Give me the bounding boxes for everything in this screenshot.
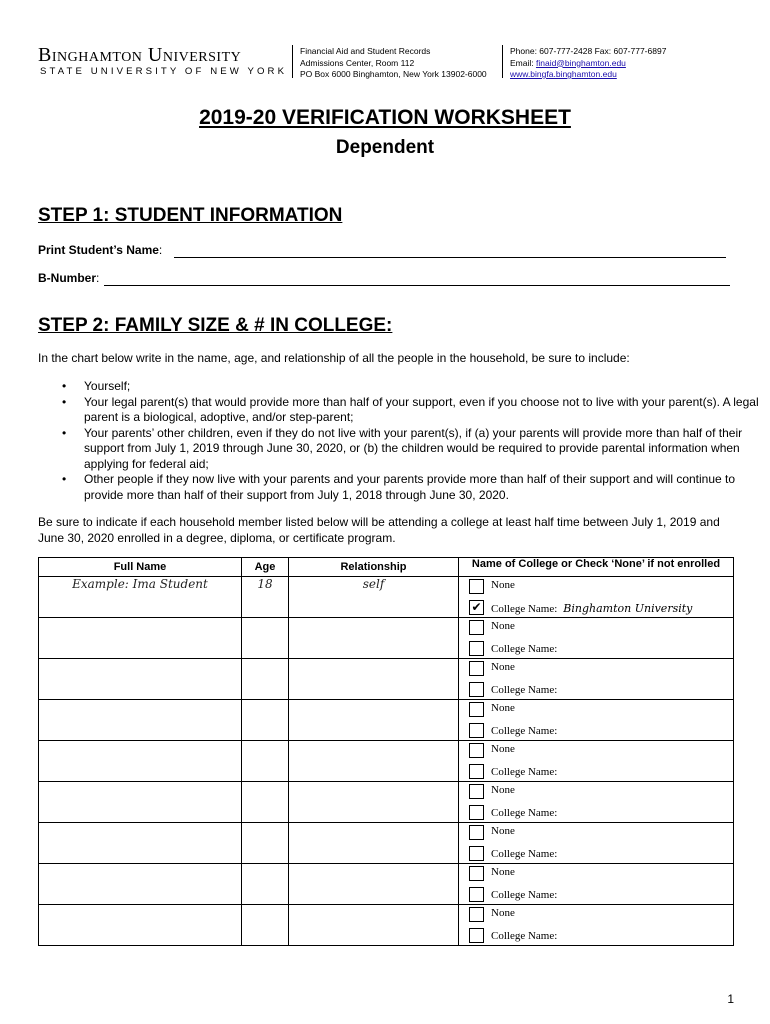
- name-cell[interactable]: [39, 659, 242, 700]
- example-name[interactable]: Example: Ima Student: [39, 577, 242, 618]
- contact-block: [510, 46, 666, 81]
- none-checkbox[interactable]: [469, 907, 484, 922]
- none-checkbox[interactable]: [469, 661, 484, 676]
- college-name-field[interactable]: College Name:: [491, 766, 558, 778]
- relationship-cell[interactable]: [289, 905, 459, 946]
- step1-heading: STEP 1: STUDENT INFORMATION: [38, 205, 343, 226]
- relationship-cell[interactable]: [289, 823, 459, 864]
- age-cell[interactable]: [242, 741, 289, 782]
- student-name-line[interactable]: [174, 257, 726, 258]
- name-cell[interactable]: [39, 700, 242, 741]
- step2-heading: STEP 2: FAMILY SIZE & # IN COLLEGE:: [38, 315, 393, 336]
- enrollment-note: Be sure to indicate if each household member listed below will be attending a college at least half time between July 1, 2019 and June 30, 2020 enrolled in a degree, diploma, or certificate program.: [38, 515, 720, 545]
- bullet-dot: •: [62, 379, 67, 393]
- relationship-cell[interactable]: [289, 700, 459, 741]
- none-checkbox[interactable]: [469, 579, 484, 594]
- college-checkbox[interactable]: [469, 887, 484, 902]
- name-cell[interactable]: [39, 864, 242, 905]
- none-label: None: [491, 743, 515, 755]
- college-name-field[interactable]: College Name:: [491, 643, 558, 655]
- bullet-dot: •: [62, 472, 67, 486]
- household-table: [38, 557, 734, 946]
- household-bullet-list: [38, 379, 770, 503]
- college-cell: [459, 864, 734, 905]
- college-cell: [459, 741, 734, 782]
- relationship-cell[interactable]: [289, 741, 459, 782]
- none-checkbox[interactable]: [469, 620, 484, 635]
- none-label: None: [491, 620, 515, 632]
- none-checkbox[interactable]: [469, 702, 484, 717]
- college-cell: [459, 782, 734, 823]
- college-name-field[interactable]: College Name:: [491, 807, 558, 819]
- none-label: None: [491, 866, 515, 878]
- college-cell: [459, 823, 734, 864]
- college-name-field[interactable]: College Name:: [491, 889, 558, 901]
- college-cell: [459, 700, 734, 741]
- name-cell[interactable]: [39, 905, 242, 946]
- relationship-cell[interactable]: [289, 618, 459, 659]
- college-cell: [459, 905, 734, 946]
- office-line-3: PO Box 6000 Binghamton, New York 13902-6000: [300, 69, 487, 79]
- college-checkbox[interactable]: [469, 723, 484, 738]
- table-row: [39, 700, 734, 741]
- college-name-field[interactable]: College Name:: [491, 848, 558, 860]
- none-checkbox[interactable]: [469, 866, 484, 881]
- email-link[interactable]: finaid@binghamton.edu: [535, 57, 626, 68]
- college-checkbox[interactable]: [469, 928, 484, 943]
- age-cell[interactable]: [242, 700, 289, 741]
- age-cell[interactable]: [242, 782, 289, 823]
- table-row: [39, 618, 734, 659]
- email-line: [510, 58, 666, 70]
- college-checkbox[interactable]: [469, 682, 484, 697]
- page-number: 1: [727, 992, 734, 1006]
- website-line: [510, 69, 666, 81]
- table-row: [39, 905, 734, 946]
- bullet-item: • Your legal parent(s) that would provide more than half of your support, even if you choose not to live with your parent(s). A legal parent is a biological, adoptive, and/or step-parent;: [62, 394, 759, 424]
- document-title: 2019-20 VERIFICATION WORKSHEET: [199, 106, 571, 129]
- relationship-cell[interactable]: [289, 659, 459, 700]
- none-checkbox[interactable]: [469, 784, 484, 799]
- college-name-field[interactable]: College Name:: [491, 930, 558, 942]
- none-label: None: [491, 907, 515, 919]
- relationship-cell[interactable]: [289, 782, 459, 823]
- college-name-field[interactable]: College Name: Binghamton University: [491, 602, 693, 615]
- university-logo-name: Binghamton University: [38, 44, 242, 66]
- bullet-item: • Other people if they now live with your parents and your parents provide more than half of their support and will continue to provide more than half of their support from July 1, 2018 through June 30, 2020.: [62, 472, 736, 502]
- none-checkbox[interactable]: [469, 825, 484, 840]
- none-label: None: [491, 825, 515, 837]
- header-divider-1: [292, 45, 293, 78]
- age-cell[interactable]: [242, 618, 289, 659]
- college-checkbox[interactable]: [469, 764, 484, 779]
- bnumber-label: B-Number:: [38, 271, 100, 285]
- college-checkbox[interactable]: [469, 641, 484, 656]
- none-label: None: [491, 702, 515, 714]
- age-cell[interactable]: [242, 864, 289, 905]
- name-cell[interactable]: [39, 782, 242, 823]
- office-line-1: Financial Aid and Student Records: [300, 46, 431, 56]
- age-cell[interactable]: [242, 659, 289, 700]
- name-cell[interactable]: [39, 618, 242, 659]
- bullet-item: • Yourself;: [62, 379, 131, 393]
- none-label: None: [491, 579, 515, 591]
- table-row: [39, 782, 734, 823]
- table-row: [39, 823, 734, 864]
- example-relationship[interactable]: self: [289, 577, 459, 618]
- table-row: [39, 659, 734, 700]
- student-name-label: Print Student’s Name:: [38, 243, 163, 257]
- relationship-cell[interactable]: [289, 864, 459, 905]
- header-relationship: Relationship: [289, 558, 459, 577]
- college-name-field[interactable]: College Name:: [491, 684, 558, 696]
- college-cell: [459, 659, 734, 700]
- bullet-dot: •: [62, 394, 67, 409]
- college-checkbox[interactable]: [469, 846, 484, 861]
- age-cell[interactable]: [242, 823, 289, 864]
- phone-fax: Phone: 607-777-2428 Fax: 607-777-6897: [510, 46, 667, 56]
- college-cell-example: [459, 577, 734, 618]
- table-row: [39, 741, 734, 782]
- header-full-name: Full Name: [39, 558, 242, 577]
- bullet-dot: •: [62, 425, 67, 440]
- name-cell[interactable]: [39, 823, 242, 864]
- bnumber-line[interactable]: [104, 285, 730, 286]
- step2-intro: In the chart below write in the name, age, and relationship of all the people in the household, be sure to include:: [38, 351, 630, 365]
- email-label: Email:: [510, 57, 536, 68]
- age-cell[interactable]: [242, 905, 289, 946]
- website-link[interactable]: www.bingfa.binghamton.edu: [510, 69, 617, 79]
- document-subtitle: Dependent: [335, 137, 435, 158]
- office-address-block: [300, 46, 487, 81]
- header-college: Name of College or Check ‘None’ if not enrolled: [459, 558, 734, 577]
- example-age[interactable]: 18: [242, 577, 289, 618]
- college-checkbox[interactable]: [469, 805, 484, 820]
- table-row: [39, 864, 734, 905]
- college-cell: [459, 618, 734, 659]
- name-cell[interactable]: [39, 741, 242, 782]
- example-college-name: Binghamton University: [563, 602, 693, 615]
- none-checkbox[interactable]: [469, 743, 484, 758]
- college-checkbox-checked[interactable]: ✔: [469, 600, 484, 615]
- table-row-example: [39, 577, 734, 618]
- bullet-item: • Your parents’ other children, even if they do not live with your parent(s), if (a) your parents will provide more than half of their support from July 1, 2019 through June 30, 2020, or (b) the children would be required to provide parental information when applying for federal aid;: [62, 425, 743, 471]
- none-label: None: [491, 661, 515, 673]
- header-age: Age: [242, 558, 289, 577]
- office-line-2: Admissions Center, Room 112: [300, 57, 415, 68]
- university-logo-subtitle: STATE UNIVERSITY OF NEW YORK: [40, 66, 288, 77]
- none-label: None: [491, 784, 515, 796]
- header-divider-2: [502, 45, 503, 78]
- college-name-field[interactable]: College Name:: [491, 725, 558, 737]
